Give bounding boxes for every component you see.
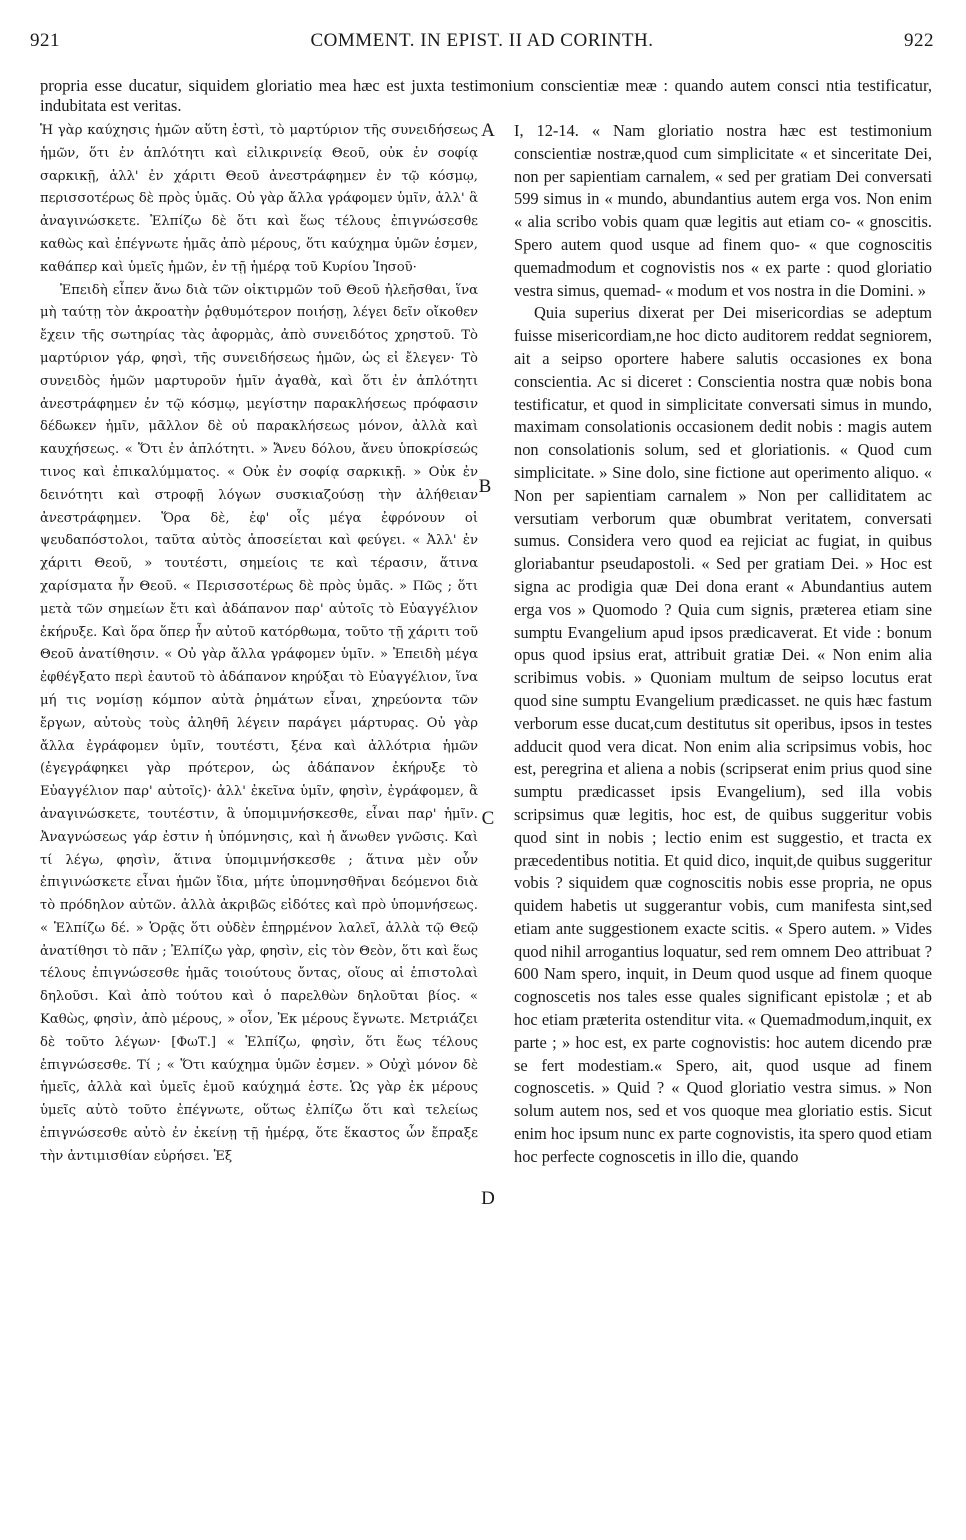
section-marker-c: C bbox=[481, 808, 495, 829]
running-title: COMMENT. IN EPIST. II AD CORINTH. bbox=[310, 30, 654, 51]
greek-column bbox=[40, 120, 478, 1169]
latin-column bbox=[514, 120, 932, 1169]
latin-verse: I, 12-14. « Nam gloriatio nostra hæc est testimonium conscientiæ nostræ,quod cum simplicitate « et sinceritate Dei, non per sapientiam carnalem, « sed per gratiam Dei conversati 599 simus in « mundo, abundantius autem erga vos. Non enim « alia scribo vobis quam quæ legitis aut etiam co- « gnoscitis. Spero autem quod usque ad finem quo- « que cognoscitis quemadmodum et cognovistis nos « ex parte : quod gloriatio vestra simus, quemad- « modum et vos nostra in die Domini. » bbox=[514, 121, 932, 300]
running-header bbox=[30, 30, 934, 58]
page-number-left: 921 bbox=[30, 30, 60, 51]
greek-commentary: Ἐπειδὴ εἶπεν ἄνω διὰ τῶν οἰκτιρμῶν τοῦ Θεοῦ ἠλεῆσθαι, ἵνα μὴ ταύτῃ τὸν ἀκροατὴν ῥᾳθυμότερον ποιήσῃ, λέγει δεῖν οἴκοθεν ἔχειν τῆς σωτηρίας τὰς ἀφορμὰς, ἀπὸ συνειδότος χρηστοῦ. Τὸ μαρτύριον γάρ, φησὶ, τῆς συνειδήσεως ἡμῶν, ὡς εἰ ἔλεγεν· Τὸ συνειδὸς ἡμῶν μαρτυροῦν ἡμῖν ἀγαθὰ, καὶ ὅτι ἐν ἁπλότητι ἀνεστράφημεν ἐν τῷ κόσμῳ, μεγίστην παρακλήσεως πρόφασιν δέδωκεν ἡμῖν, μᾶλλον δὲ οὐ παρακλήσεως μόνον, ἀλλὰ καὶ καυχήσεως. « Ὅτι ἐν ἁπλότητι. » Ἄνευ δόλου, ἄνευ ὑποκρίσεώς τινος καὶ ἐπικαλύμματος. « Οὐκ ἐν σοφίᾳ σαρκικῇ. » Οὐκ ἐν δεινότητι καὶ στροφῇ λόγων συσκιαζούσῃ τὴν ἀλήθειαν ἀνεστράφημεν. Ὅρα δὲ, ἐφ' οἷς μέγα ἐφρόνουν οἱ ψευδαπόστολοι, ταῦτα αὐτὸς ἀποσείεται καὶ φεύγει. « Ἀλλ' ἐν χάριτι Θεοῦ, » τουτέστι, σημείοις τε καὶ τέρασιν, ἅτινα χαρίσματα ἦν Θεοῦ. « Περισσοτέρως δὲ πρὸς ὑμᾶς. » Πῶς ; ὅτι μετὰ τῶν σημείων ἔτι καὶ ἀδάπανον παρ' αὐτοῖς τὸ Εὐαγγέλιον ἐκήρυξε. Καὶ ὅρα ὅπερ ἦν αὐτοῦ κατόρθωμα, τοῦτο τῇ χάριτι τοῦ Θεοῦ ἀνατίθησιν. « Οὐ γὰρ ἄλλα γράφομεν ὑμῖν. » Ἐπειδὴ μέγα ἐφθέγξατο περὶ ἑαυτοῦ τὸ ἀδάπανον κηρύξαι τὸ Εὐαγγέλιον, ἵνα μή τις νομίσῃ κόμπον αὐτὰ ῥημάτων εἶναι, χηρεύοντα τῶν ἔργων, αὐτοὺς τοὺς ἀληθῆ λέγειν παράγει μάρτυρας. Οὐ γὰρ ἄλλα ἐγράφομεν ὑμῖν, τουτέστι, ξένα καὶ ἀλλότρια ἡμῶν (ἐγεγράφηκει γὰρ πρότερον, ὡς ἀδάπανον ἐκήρυξε τὸ Εὐαγγέλιον παρ' αὐτοῖς)· ἀλλ' ἐκεῖνα ὑμῖν, φησὶν, ἐγράφομεν, ἃ ἀναγινώσκετε, τουτέστιν, ἃ ὑπομιμνήσκεσθε, εἶναι παρ' ἡμῖν. Ἀναγνώσεως γάρ ἐστιν ἡ ὑπόμνησις, καὶ ἡ ἄνωθεν γνῶσις. Καὶ τί λέγω, φησὶν, ἅτινα ὑπομιμνήσκεσθε ; ἅτινα μὲν οὖν ἐπιγινώσκετε εἶναι ἡμῶν ἴδια, μήτε ὑπομνησθῆναι δεόμενοι διὰ τὸ πρόδηλον αὐτῶν. ἀλλὰ ἀκριβῶς εἰδότες καὶ πρὸ ὑπομνήσεως. « Ἐλπίζω δέ. » Ὁρᾷς ὅτι οὐδὲν ἐπηρμένον λαλεῖ, ἀλλὰ τῷ Θεῷ ἀνατίθησι τὸ πᾶν ; Ἐλπίζω γὰρ, φησὶν, εἰς τὸν Θεὸν, ὅτι καὶ ἕως τέλους ἐπιγνώσεσθε ἡμᾶς τοιούτους ὄντας, οἵους αἱ ἐπιστολαὶ δηλοῦσι. Καὶ ἀπὸ τούτου καὶ ὁ παρελθὼν δηλοῦται βίος. « Καθὼς, φησὶν, ἀπὸ μέρους, » οἷον, Ἐκ μέρους ἔγνωτε. Μετριάζει δὲ τοῦτο λέγων· [ΦωΤ.] « Ἐλπίζω, φησὶν, ὅτι ἕως τέλους ἐπιγνώσεσθε. Τί ; « Ὅτι καύχημα ὑμῶν ἐσμεν. » Οὐχὶ μόνον δὲ ἡμεῖς, ἀλλὰ καὶ ὑμεῖς ἐμοῦ καύχημά ἐστε. Ὡς γὰρ ἐκ μέρους ὑμεῖς αὐτὸ τοῦτο ἐπέγνωτε, οὕτως ἐλπίζω ὅτι καὶ τελείως ἐπιγνώσεσθε αὐτὸ ἐν ἐκείνῃ τῇ ἡμέρᾳ, ὅτε ἕκαστος ὧν ἔπραξε τὴν ἀντιμισθίαν εὑρήσει. Ἐξ bbox=[40, 282, 478, 1164]
intro-text: propria esse ducatur, siquidem gloriatio mea hæc est juxta testimonium conscientiæ meæ : quando autem consci ntia testificatur, indubitata est veritas. bbox=[40, 76, 932, 115]
page-number-right: 922 bbox=[904, 30, 934, 51]
intro-paragraph bbox=[40, 76, 932, 116]
section-marker-d: D bbox=[481, 1188, 495, 1209]
section-marker-a: A bbox=[481, 120, 495, 141]
greek-verse: Ἡ γὰρ καύχησις ἡμῶν αὕτη ἐστὶ, τὸ μαρτύριον τῆς συνειδήσεως ἡμῶν, ὅτι ἐν ἁπλότητι καὶ εἰλικρινείᾳ Θεοῦ, οὐκ ἐν σοφίᾳ σαρκικῇ, ἀλλ' ἐν χάριτι Θεοῦ ἀνεστράφημεν ἐν τῷ κόσμῳ, περισσοτέρως δὲ πρὸς ὑμᾶς. Οὐ γὰρ ἄλλα γράφομεν ὑμῖν, ἀλλ' ἃ ἀναγινώσκετε. Ἐλπίζω δὲ ὅτι καὶ ἕως τέλους ἐπιγνώσεσθε καθὼς καὶ ἐπέγνωτε ἡμᾶς ἀπὸ μέρους, ὅτι καύχημα ὑμῶν ἐσμεν, καθάπερ καὶ ὑμεῖς ἡμῶν, ἐν τῇ ἡμέρᾳ τοῦ Κυρίου Ἰησοῦ· bbox=[40, 123, 478, 275]
latin-commentary: Quia superius dixerat per Dei misericordias se adeptum fuisse misericordiam,ne hoc dicto auditorem reddat segniorem, ait a seipso oportere habere salutis occasiones ex bona conscientia. Ac si diceret : Conscientia nostra quæ nobis bona testificatur, et quod in simplicitate conversati simus in mundo, maximam consolationis occasionem dedit nobis : magis autem non consolationis solum, sed et gloriationis. « Quod cum simplicitate. » Sine dolo, sine fictione aut operimento aliquo. « Non per sapientiam carnalem » Non per calliditatem ac versutiam verborum quæ obumbrat veritatem, conversati sumus. Considera vero quod ea rejiciat ac fugiat, in quibus gloriabantur pseudapostoli. « Sed per gratiam Dei. » Hoc est signa ac prodigia quæ Dei dona erant « Abundantius autem erga vos » Quomodo ? Quia cum signis, præterea etiam sine sumptu Evangelium apud ipsos prædicaverat. Et vide : bonum opus quod ipsius erat, attribuit gratiæ Dei. « Non enim alia scribimus vobis. » Quoniam multum de seipso locutus erat quod sine sumptu Evangelium prædicasset. ne quis hæc fastum verborum esse ducat,cum destitutus sit operibus, ipsos in testes adducit quod vera dicat. Non enim alia scripsimus vobis, hoc est, peregrina et aliena a nobis (scripserat enim prius quod sine sumptu prædicasset ipsis Evangelium), sed illa vobis scripsimus quæ legitis, hoc est, de quibus suggeritur vobis quod sint in nobis ; lectio enim est suggestio, et tracta ex præcedentibus notitia. Et quid dico, inquit,de quibus suggeritur vobis ? siquidem quæ cognoscitis nobis esse propria, ne opus quidem habetis ut suggerantur vobis, cum manifesta sint,sed etiam ante suggestionem exacte scitis. « Spero autem. » Vides quod nihil arrogantius loquatur, sed rem omnem Deo attribuat ? 600 Nam spero, inquit, in Deum quod usque ad finem quoque cognoscetis nos tales esse quales significant epistolæ ; et ab hoc etiam præterita ostenditur vita. « Quemadmodum,inquit, ex parte ; » hoc est, ex parte cognovistis: hoc autem dicendo præ se fert modestiam.« Spero, ait, quod usque ad finem cognoscetis. » Quid ? « Quod gloriatio vestra simus. » Non solum autem nos, sed et vos quoque mea gloriatio estis. Sicut enim hoc ipsum nunc ex parte cognovistis, ita spero quod etiam hoc perfecte cognoscetis in illo die, quando bbox=[514, 303, 932, 1166]
section-marker-b: B bbox=[478, 476, 492, 497]
